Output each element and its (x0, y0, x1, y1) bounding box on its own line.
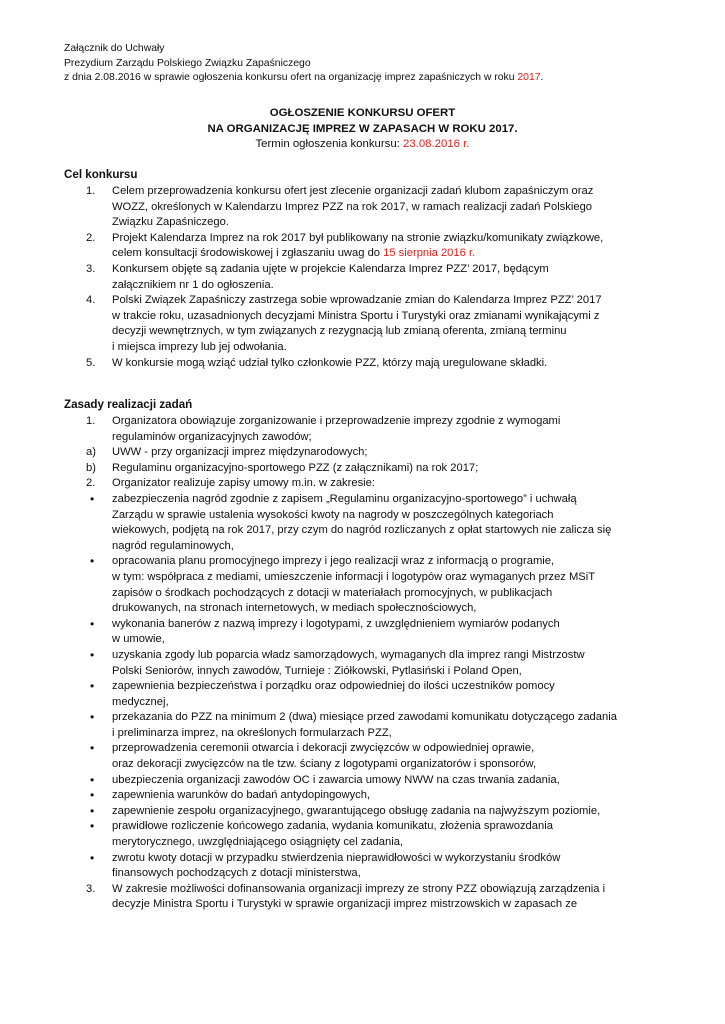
text-line: wykonania banerów z nazwą imprezy i logotypami, z uwzględnieniem wymiarów podanych (112, 617, 560, 630)
list-item (64, 356, 664, 372)
text-line: zapewnienia warunków do badań antydopingowych, (112, 789, 371, 802)
section-list (64, 414, 664, 913)
text-line: przekazania do PZZ na minimum 2 (dwa) miesiące przed zawodami komunikatu dotyczącego zadania (112, 711, 617, 724)
bullet-marker: • (90, 741, 95, 756)
text-line: Celem przeprowadzenia konkursu ofert jest zlecenie organizacji zadań klubom zapaśniczym oraz (112, 185, 594, 197)
text-line: i preliminarza imprez, na określonych formularzach PZZ, (112, 726, 392, 739)
list-marker: 1. (86, 415, 96, 427)
text-line: Konkursem objęte są zadania ujęte w projekcie Kalendarza Imprez PZZ’ 2017, będącym (112, 262, 549, 275)
list-marker: 3. (86, 262, 96, 275)
text-line: opracowania planu promocyjnego imprezy i jego realizacji wraz z informacją o programie, (112, 555, 555, 568)
document-title (0, 106, 725, 153)
title-date-line (0, 137, 725, 153)
title-date-label: Termin ogłoszenia konkursu: (255, 138, 403, 150)
list-item (64, 293, 664, 355)
list-item (64, 851, 664, 882)
list-marker: 3. (86, 882, 96, 895)
title-line: NA ORGANIZACJĘ IMPREZ W ZAPASACH W ROKU 2017. (207, 122, 518, 135)
text-line: W zakresie możliwości dofinansowania organizacji imprezy ze strony PZZ obowiązują zarządzenia i (112, 882, 606, 895)
list-item (64, 414, 664, 445)
text-line: merytorycznego, uwzględniającego osiągnięty cel zadania, (112, 836, 404, 849)
text-line: medycznej, (112, 695, 169, 708)
section-heading: Cel konkursu (64, 168, 138, 181)
bullet-marker: • (90, 679, 95, 694)
text-line: w trakcie roku, uzasadnionych decyzjami Ministra Sportu i Turystyki oraz zmianami wynikającymi z (112, 309, 600, 322)
text-line: zapisów o środkach pochodzących z dotacji w materiałach promocyjnych, w publikacjach (112, 586, 553, 599)
text-line: Zarządu w sprawie ustalenia wysokości kwoty na nagrody w poszczególnych kategoriach (112, 508, 554, 521)
text-line: UWW - przy organizacji imprez międzynarodowych; (112, 446, 368, 459)
list-item (64, 492, 664, 554)
bullet-marker: • (90, 788, 95, 803)
text-line: ubezpieczenia organizacji zawodów OC i zawarcia umowy NWW na czas trwania zadania, (112, 773, 560, 786)
list-item (64, 648, 664, 679)
list-item (64, 231, 664, 262)
list-item (64, 882, 664, 913)
list-marker: 2. (86, 477, 96, 490)
text-line: Organizatora obowiązuje zorganizowanie i przeprowadzenie imprezy zgodnie z wymogami (112, 415, 561, 427)
section-list (64, 184, 664, 371)
bullet-marker: • (90, 647, 95, 662)
list-item (64, 804, 664, 820)
text-line: zwrotu kwoty dotacji w przypadku stwierdzenia nieprawidłowości w wykorzystaniu środków (112, 851, 561, 864)
text-line: przeprowadzenia ceremonii otwarcia i dekoracji zwycięzców w odpowiedniej oprawie, (112, 742, 535, 755)
text-line: nagród regulaminowych, (112, 539, 234, 552)
list-marker: 4. (86, 294, 96, 307)
bullet-marker: • (90, 803, 95, 818)
header-line: Prezydium Zarządu Polskiego Związku Zapaśniczego (64, 57, 311, 69)
deadline-date: 15 sierpnia 2016 r. (383, 247, 476, 260)
text-line: decyzji wewnętrznych, w tym związanych z rezygnacją lub zmianą oferenta, zmianą terminu (112, 325, 567, 338)
text-line: decyzje Ministra Sportu i Turystyki w sprawie organizacji imprez mistrzowskich w zapasach ze (112, 898, 578, 911)
title-line: OGŁOSZENIE KONKURSU OFERT (269, 107, 456, 119)
text-line: W konkursie mogą wziąć udział tylko członkowie PZZ, którzy mają uregulowane składki. (112, 356, 548, 369)
bullet-marker: • (90, 491, 95, 506)
header-line: Załącznik do Uchwały (64, 43, 165, 54)
bullet-marker: • (90, 554, 95, 569)
bullet-marker: • (90, 819, 95, 834)
list-item (64, 819, 664, 850)
list-item (64, 184, 664, 231)
text-line: zapewnienia bezpieczeństwa i porządku oraz odpowiedniej do ilości uczestników pomocy (112, 680, 555, 693)
list-marker: 2. (86, 231, 96, 244)
text-line: Polski Związek Zapaśniczy zastrzega sobie wprowadzanie zmian do Kalendarza Imprez PZZ’ 2017 (112, 294, 602, 307)
list-marker: 5. (86, 356, 96, 369)
bullet-marker: • (90, 850, 95, 865)
text-line: Projekt Kalendarza Imprez na rok 2017 był publikowany na stronie związku/komunikaty związkowe, (112, 231, 604, 244)
title-date: 23.08.2016 r. (403, 138, 470, 150)
list-item (64, 461, 664, 477)
list-item (64, 445, 664, 461)
bullet-marker: • (90, 710, 95, 725)
text-line: zapewnienie zespołu organizacyjnego, gwarantującego obsługę zadania na najwyższym poziomie, (112, 804, 601, 817)
text-line: w tym: współpraca z mediami, umieszczenie informacji i logotypów oraz wymaganych przez MSiT (112, 570, 596, 583)
header-year: 2017 (517, 72, 541, 83)
text-line: drukowanych, na stronach internetowych, w mediach społecznościowych, (112, 602, 477, 615)
text-line: i miejsca imprezy lub jej odwołania. (112, 340, 287, 353)
text-line: zabezpieczenia nagród zgodnie z zapisem „Regulaminu organizacyjno-sportowego” i uchwałą (112, 492, 577, 505)
list-item (64, 476, 664, 492)
list-marker: a) (86, 446, 96, 459)
bullet-marker: • (90, 772, 95, 787)
list-item (64, 679, 664, 710)
list-item (64, 617, 664, 648)
document-header (64, 42, 543, 86)
header-text: z dnia 2.08.2016 w sprawie ogłoszenia konkursu ofert na organizację imprez zapaśniczych w roku (64, 72, 518, 83)
text-span: celem konsultacji środowiskowej i zgłaszaniu uwag do (112, 247, 384, 260)
text-line: finansowych pochodzących z dotacji ministerstwa, (112, 867, 361, 880)
text-line: w umowie, (112, 633, 165, 646)
text-line: Regulaminu organizacyjno-sportowego PZZ (z załącznikami) na rok 2017; (112, 461, 479, 474)
text-line: Polski Seniorów, innych zawodów, Turnieje : Ziółkowski, Pytlasiński i Poland Open, (112, 664, 522, 677)
list-marker: b) (86, 461, 96, 474)
list-item (64, 741, 664, 772)
list-item (64, 710, 664, 741)
list-item (64, 788, 664, 804)
list-item (64, 262, 664, 293)
list-marker: 1. (86, 185, 96, 197)
text-line: Związku Zapaśniczego. (112, 216, 229, 229)
text-line: oraz dekoracji zwycięzców na tle tzw. ściany z logotypami organizatorów i sponsorów, (112, 758, 537, 771)
text-line: regulaminów organizacyjnych zawodów; (112, 430, 312, 443)
text-line: prawidłowe rozliczenie końcowego zadania, wydania komunikatu, złożenia sprawozdania (112, 820, 553, 833)
text-line: uzyskania zgody lub poparcia władz samorządowych, wymaganych dla imprez rangi Mistrzostw (112, 648, 585, 661)
header-line (64, 71, 543, 86)
text-line (112, 246, 664, 262)
list-item (64, 554, 664, 616)
text-line: Organizator realizuje zapisy umowy m.in. w zakresie: (112, 477, 375, 490)
list-item (64, 773, 664, 789)
text-line: WOZZ, określonych w Kalendarzu Imprez PZZ na rok 2017, w ramach realizacji zadań Polskiego (112, 200, 593, 213)
section-heading: Zasady realizacji zadań (64, 398, 193, 411)
text-line: wiekowych, podjętą na rok 2017, przy czym do nagród rozliczanych z opłat startowych nie zalicza się (112, 524, 612, 537)
header-end: . (540, 72, 544, 83)
text-line: załącznikiem nr 1 do ogłoszenia. (112, 278, 274, 291)
bullet-marker: • (90, 616, 95, 631)
